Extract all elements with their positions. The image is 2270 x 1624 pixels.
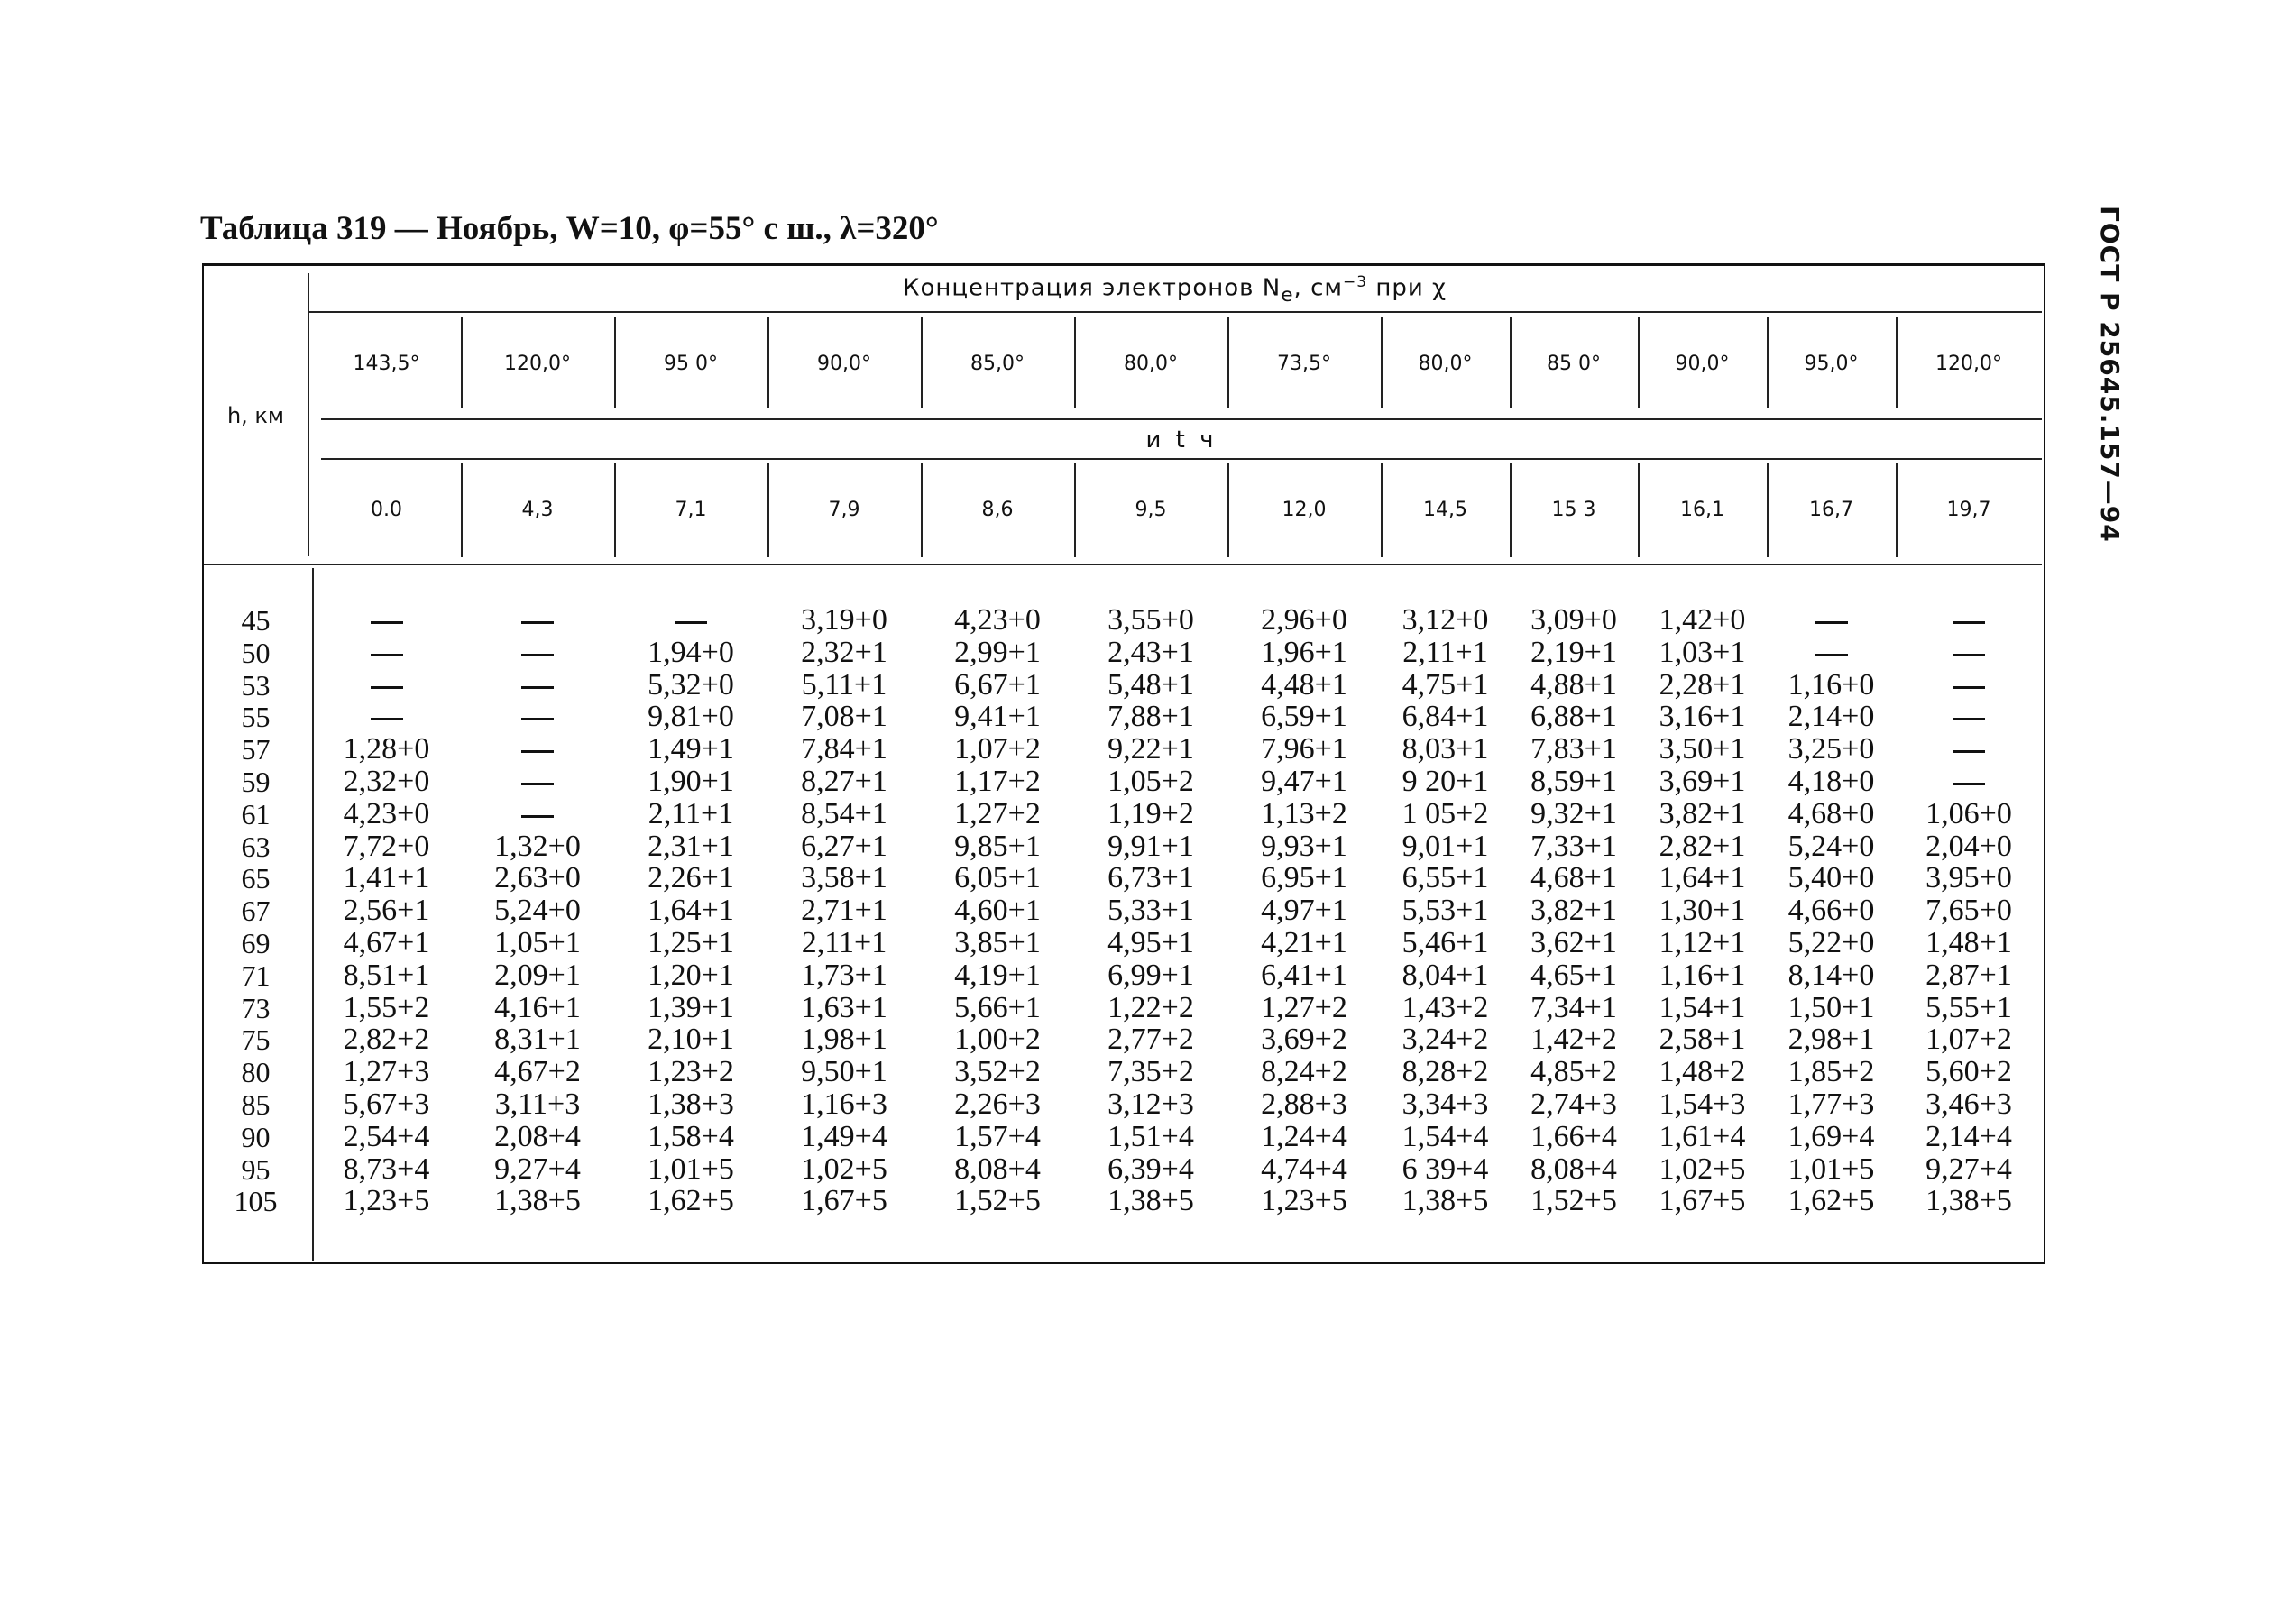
ne-exponent: −3 xyxy=(1343,273,1368,291)
table-cell: 7,84+1 xyxy=(801,732,887,766)
table-cell: 3,55+0 xyxy=(1107,603,1194,637)
empty-cell-dash xyxy=(1953,654,1985,656)
table-cell: 1,77+3 xyxy=(1788,1087,1875,1121)
table-cell: 4,23+0 xyxy=(954,603,1041,637)
table-cell: 2,26+1 xyxy=(648,861,734,895)
table-cell: 2,82+1 xyxy=(1659,829,1746,863)
table-cell: 1,48+1 xyxy=(1925,926,2012,959)
empty-cell-dash xyxy=(521,750,554,753)
ne-suffix: при χ xyxy=(1367,274,1447,302)
local-time-value: 4,3 xyxy=(521,499,554,521)
table-cell: 4,95+1 xyxy=(1107,926,1194,959)
height-value: 105 xyxy=(234,1185,278,1218)
height-value: 80 xyxy=(241,1056,271,1089)
table-cell: 1,62+5 xyxy=(1788,1184,1875,1218)
table-cell: 4,75+1 xyxy=(1402,667,1489,702)
table-cell: 1,90+1 xyxy=(648,765,734,798)
table-cell: 1,64+1 xyxy=(648,894,734,928)
table-cell: 8,73+4 xyxy=(343,1151,430,1186)
table-cell: 1,98+1 xyxy=(801,1023,887,1057)
table-cell: 1,16+3 xyxy=(801,1087,887,1121)
table-cell: 3,34+3 xyxy=(1402,1087,1489,1121)
table-cell: 2,11+1 xyxy=(648,796,734,830)
table-cell: 4,21+1 xyxy=(1261,926,1347,959)
table-cell: 7,34+1 xyxy=(1530,990,1617,1024)
table-cell: 1,27+2 xyxy=(1261,990,1347,1024)
table-cell: 1,41+1 xyxy=(343,861,430,895)
table-cell: 3,12+0 xyxy=(1402,603,1489,637)
height-value: 55 xyxy=(241,701,271,734)
table-cell: 1,42+0 xyxy=(1659,603,1746,637)
table-cell: 8,14+0 xyxy=(1788,958,1875,992)
table-cell: 1,38+5 xyxy=(1107,1184,1194,1218)
height-value: 85 xyxy=(241,1088,271,1121)
table-cell: 3,58+1 xyxy=(801,861,887,895)
table-cell: 9,91+1 xyxy=(1107,829,1194,863)
table-cell: 8,59+1 xyxy=(1530,765,1617,798)
table-cell: 1,94+0 xyxy=(648,635,734,669)
table-cell: 5,24+0 xyxy=(1788,829,1875,863)
table-cell: 5,33+1 xyxy=(1107,894,1194,928)
table-cell: 6,55+1 xyxy=(1402,861,1489,895)
table-cell: 1,02+5 xyxy=(801,1151,887,1186)
table-cell: 6,59+1 xyxy=(1261,700,1347,734)
table-cell: 1,38+3 xyxy=(648,1087,734,1121)
t-header-underline xyxy=(321,458,2042,460)
table-cell: 7,96+1 xyxy=(1261,732,1347,766)
table-cell: 2,77+2 xyxy=(1107,1023,1194,1057)
table-cell: 1,25+1 xyxy=(648,926,734,959)
table-cell: 1,27+3 xyxy=(343,1055,430,1089)
height-value: 95 xyxy=(241,1152,271,1186)
data-table xyxy=(202,263,2045,1264)
table-cell: 3,16+1 xyxy=(1659,700,1746,734)
table-cell: 6,41+1 xyxy=(1261,958,1347,992)
height-value: 59 xyxy=(241,766,271,798)
table-cell: 9,47+1 xyxy=(1261,765,1347,798)
table-cell: 1,23+5 xyxy=(343,1184,430,1218)
table-cell: 3,69+1 xyxy=(1659,765,1746,798)
table-cell: 1,13+2 xyxy=(1261,796,1347,830)
local-time-value: 19,7 xyxy=(1946,499,1991,521)
table-cell: 2,63+0 xyxy=(494,861,581,895)
table-cell: 1,69+4 xyxy=(1788,1119,1875,1153)
table-cell: 1,05+1 xyxy=(494,926,581,959)
table-cell: 2,31+1 xyxy=(648,829,734,863)
table-cell: 3,09+0 xyxy=(1530,603,1617,637)
table-cell: 1,57+4 xyxy=(954,1119,1041,1153)
ne-units: , см xyxy=(1293,274,1343,302)
local-time-header: и t ч xyxy=(1145,427,1218,454)
table-cell: 6,39+4 xyxy=(1107,1151,1194,1186)
height-value: 61 xyxy=(241,797,271,830)
document-code: ГОСТ Р 25645.157—94 xyxy=(2095,206,2125,543)
table-cell: 1,58+4 xyxy=(648,1119,734,1153)
height-value: 65 xyxy=(241,862,271,895)
table-cell: 1,85+2 xyxy=(1788,1055,1875,1089)
local-time-value: 12,0 xyxy=(1282,499,1327,521)
empty-cell-dash xyxy=(1953,621,1985,624)
table-cell: 4,18+0 xyxy=(1788,765,1875,798)
table-cell: 1,30+1 xyxy=(1659,894,1746,928)
table-cell: 3,52+2 xyxy=(954,1055,1041,1089)
table-cell: 2,74+3 xyxy=(1530,1087,1617,1121)
table-cell: 1,49+4 xyxy=(801,1119,887,1153)
table-cell: 3,24+2 xyxy=(1402,1023,1489,1057)
table-cell: 5,66+1 xyxy=(954,990,1041,1024)
table-cell: 2,11+1 xyxy=(1402,635,1488,669)
table-cell: 4,65+1 xyxy=(1530,958,1617,992)
table-cell: 8,08+4 xyxy=(1530,1151,1617,1186)
table-cell: 5,32+0 xyxy=(648,667,734,702)
table-cell: 4,68+1 xyxy=(1530,861,1617,895)
table-cell: 9,27+4 xyxy=(494,1151,581,1186)
table-cell: 6,05+1 xyxy=(954,861,1041,895)
empty-cell-dash xyxy=(1815,621,1848,624)
table-cell: 1,73+1 xyxy=(801,958,887,992)
table-cell: 1,23+2 xyxy=(648,1055,734,1089)
height-value: 73 xyxy=(241,991,271,1024)
table-cell: 7,08+1 xyxy=(801,700,887,734)
table-cell: 6 39+4 xyxy=(1402,1151,1489,1186)
table-cell: 4,19+1 xyxy=(954,958,1041,992)
table-cell: 4,97+1 xyxy=(1261,894,1347,928)
table-cell: 1,55+2 xyxy=(343,990,430,1024)
electron-concentration-header xyxy=(308,273,2042,307)
table-cell: 5,48+1 xyxy=(1107,667,1194,702)
solar-zenith-angle: 120,0° xyxy=(1935,353,2002,375)
table-cell: 1,51+4 xyxy=(1107,1119,1194,1153)
table-cell: 1,64+1 xyxy=(1659,861,1746,895)
local-time-value: 7,9 xyxy=(828,499,860,521)
table-cell: 6,84+1 xyxy=(1402,700,1489,734)
local-time-value: 16,1 xyxy=(1680,499,1724,521)
table-cell: 1,19+2 xyxy=(1107,796,1194,830)
height-value: 50 xyxy=(241,636,271,669)
height-value: 69 xyxy=(241,927,271,959)
empty-cell-dash xyxy=(1953,718,1985,720)
table-cell: 1,01+5 xyxy=(1788,1151,1875,1186)
table-cell: 4,67+2 xyxy=(494,1055,581,1089)
solar-zenith-angle: 95,0° xyxy=(1804,353,1859,375)
height-value: 63 xyxy=(241,830,271,863)
table-cell: 6,27+1 xyxy=(801,829,887,863)
height-value: 67 xyxy=(241,895,271,928)
table-cell: 3,95+0 xyxy=(1925,861,2012,895)
table-cell: 1,96+1 xyxy=(1261,635,1347,669)
table-cell: 3,82+1 xyxy=(1659,796,1746,830)
height-value: 71 xyxy=(241,959,271,992)
table-cell: 8,08+4 xyxy=(954,1151,1041,1186)
table-cell: 8,04+1 xyxy=(1402,958,1489,992)
table-cell: 6,99+1 xyxy=(1107,958,1194,992)
table-cell: 1,52+5 xyxy=(1530,1184,1617,1218)
table-cell: 1,20+1 xyxy=(648,958,734,992)
empty-cell-dash xyxy=(521,815,554,818)
table-cell: 1,07+2 xyxy=(954,732,1041,766)
table-cell: 2,10+1 xyxy=(648,1023,734,1057)
local-time-value: 16,7 xyxy=(1809,499,1853,521)
table-cell: 1,54+4 xyxy=(1402,1119,1489,1153)
table-cell: 1,63+1 xyxy=(801,990,887,1024)
table-cell: 4,68+0 xyxy=(1788,796,1875,830)
table-cell: 1,38+5 xyxy=(494,1184,581,1218)
table-cell: 7,33+1 xyxy=(1530,829,1617,863)
table-cell: 1,01+5 xyxy=(648,1151,734,1186)
local-time-value: 7,1 xyxy=(675,499,707,521)
table-cell: 2,32+1 xyxy=(801,635,887,669)
table-cell: 2,82+2 xyxy=(343,1023,430,1057)
table-cell: 2,19+1 xyxy=(1530,635,1617,669)
table-cell: 9,27+4 xyxy=(1925,1151,2012,1186)
table-cell: 8,27+1 xyxy=(801,765,887,798)
solar-zenith-angle: 90,0° xyxy=(817,353,871,375)
table-cell: 2,99+1 xyxy=(954,635,1041,669)
table-cell: 1,16+0 xyxy=(1788,667,1875,702)
table-cell: 3,50+1 xyxy=(1659,732,1746,766)
table-cell: 3,11+3 xyxy=(494,1087,581,1121)
table-cell: 2,26+3 xyxy=(954,1087,1041,1121)
table-cell: 1,22+2 xyxy=(1107,990,1194,1024)
table-cell: 2,04+0 xyxy=(1925,829,2012,863)
table-cell: 6,95+1 xyxy=(1261,861,1347,895)
table-cell: 7,88+1 xyxy=(1107,700,1194,734)
table-cell: 1,38+5 xyxy=(1402,1184,1489,1218)
solar-zenith-angle: 73,5° xyxy=(1277,353,1331,375)
table-cell: 6,67+1 xyxy=(954,667,1041,702)
table-cell: 5,53+1 xyxy=(1402,894,1489,928)
table-cell: 2,08+4 xyxy=(494,1119,581,1153)
table-cell: 7,35+2 xyxy=(1107,1055,1194,1089)
empty-cell-dash xyxy=(1953,783,1985,785)
table-cell: 1,12+1 xyxy=(1659,926,1746,959)
table-cell: 7,72+0 xyxy=(343,829,430,863)
table-cell: 1,07+2 xyxy=(1925,1023,2012,1057)
empty-cell-dash xyxy=(521,621,554,624)
table-cell: 3,82+1 xyxy=(1530,894,1617,928)
table-cell: 3,85+1 xyxy=(954,926,1041,959)
table-cell: 3,19+0 xyxy=(801,603,887,637)
ne-label: Концентрация электронов N xyxy=(902,274,1282,302)
table-cell: 2,58+1 xyxy=(1659,1023,1746,1057)
table-cell: 1,27+2 xyxy=(954,796,1041,830)
table-cell: 8,54+1 xyxy=(801,796,887,830)
table-cell: 1,66+4 xyxy=(1530,1119,1617,1153)
table-cell: 1,17+2 xyxy=(954,765,1041,798)
table-cell: 1,03+1 xyxy=(1659,635,1746,669)
table-cell: 2,14+4 xyxy=(1925,1119,2012,1153)
table-cell: 2,28+1 xyxy=(1659,667,1746,702)
table-cell: 3,69+2 xyxy=(1261,1023,1347,1057)
local-time-value: 14,5 xyxy=(1423,499,1467,521)
table-cell: 1,48+2 xyxy=(1659,1055,1746,1089)
solar-zenith-angle: 120,0° xyxy=(504,353,571,375)
table-cell: 1,38+5 xyxy=(1925,1184,2012,1218)
table-cell: 1,54+1 xyxy=(1659,990,1746,1024)
table-cell: 1,49+1 xyxy=(648,732,734,766)
empty-cell-dash xyxy=(521,783,554,785)
table-cell: 7,65+0 xyxy=(1925,894,2012,928)
table-cell: 9,81+0 xyxy=(648,700,734,734)
empty-cell-dash xyxy=(521,654,554,656)
table-cell: 4,67+1 xyxy=(343,926,430,959)
table-cell: 1,05+2 xyxy=(1107,765,1194,798)
table-cell: 4,23+0 xyxy=(343,796,430,830)
empty-cell-dash xyxy=(675,621,707,624)
empty-cell-dash xyxy=(371,621,403,624)
table-cell: 8,31+1 xyxy=(494,1023,581,1057)
solar-zenith-angle: 85 0° xyxy=(1547,353,1601,375)
height-value: 53 xyxy=(241,668,271,702)
table-cell: 5,55+1 xyxy=(1925,990,2012,1024)
table-cell: 2,11+1 xyxy=(801,926,887,959)
table-cell: 5,67+3 xyxy=(343,1087,430,1121)
solar-zenith-angle: 143,5° xyxy=(353,353,420,375)
table-cell: 1,67+5 xyxy=(801,1184,887,1218)
ne-header-underline xyxy=(308,311,2042,313)
table-cell: 2,96+0 xyxy=(1261,603,1347,637)
table-cell: 1,28+0 xyxy=(343,732,430,766)
empty-cell-dash xyxy=(521,718,554,720)
table-cell: 5,40+0 xyxy=(1788,861,1875,895)
table-cell: 5,24+0 xyxy=(494,894,581,928)
table-cell: 3,12+3 xyxy=(1107,1087,1194,1121)
table-cell: 1,50+1 xyxy=(1788,990,1875,1024)
table-cell: 1,02+5 xyxy=(1659,1151,1746,1186)
table-cell: 2,71+1 xyxy=(801,894,887,928)
table-cell: 4,16+1 xyxy=(494,990,581,1024)
empty-cell-dash xyxy=(371,686,403,689)
table-cell: 8,28+2 xyxy=(1402,1055,1489,1089)
table-cell: 1,39+1 xyxy=(648,990,734,1024)
chi-row-underline xyxy=(321,418,2042,420)
table-cell: 4,85+2 xyxy=(1530,1055,1617,1089)
table-cell: 4,66+0 xyxy=(1788,894,1875,928)
table-cell: 2,88+3 xyxy=(1261,1087,1347,1121)
empty-cell-dash xyxy=(1953,686,1985,689)
table-cell: 2,56+1 xyxy=(343,894,430,928)
table-cell: 4,74+4 xyxy=(1261,1151,1347,1186)
table-cell: 1,23+5 xyxy=(1261,1184,1347,1218)
table-cell: 1,62+5 xyxy=(648,1184,734,1218)
local-time-value: 15 3 xyxy=(1551,499,1596,521)
table-cell: 4,48+1 xyxy=(1261,667,1347,702)
table-cell: 4,60+1 xyxy=(954,894,1041,928)
table-cell: 2,98+1 xyxy=(1788,1023,1875,1057)
table-cell: 1,24+4 xyxy=(1261,1119,1347,1153)
table-cell: 9,22+1 xyxy=(1107,732,1194,766)
table-cell: 1,42+2 xyxy=(1530,1023,1617,1057)
table-cell: 1,54+3 xyxy=(1659,1087,1746,1121)
table-cell: 8,03+1 xyxy=(1402,732,1489,766)
table-cell: 9,01+1 xyxy=(1402,829,1489,863)
table-cell: 1 05+2 xyxy=(1402,796,1489,830)
table-title: Таблица 319 — Ноябрь, W=10, φ=55° с ш., λ=320° xyxy=(200,210,939,247)
table-cell: 8,51+1 xyxy=(343,958,430,992)
ne-subscript: e xyxy=(1281,283,1294,307)
table-cell: 1,52+5 xyxy=(954,1184,1041,1218)
height-value: 57 xyxy=(241,733,271,766)
table-cell: 9,50+1 xyxy=(801,1055,887,1089)
solar-zenith-angle: 80,0° xyxy=(1418,353,1473,375)
empty-cell-dash xyxy=(1953,750,1985,753)
h-column-divider xyxy=(308,273,309,556)
table-cell: 3,46+3 xyxy=(1925,1087,2012,1121)
table-cell: 2,87+1 xyxy=(1925,958,2012,992)
table-cell: 7,83+1 xyxy=(1530,732,1617,766)
table-cell: 5,11+1 xyxy=(801,667,887,702)
height-value: 90 xyxy=(241,1120,271,1153)
empty-cell-dash xyxy=(371,654,403,656)
table-cell: 5,22+0 xyxy=(1788,926,1875,959)
empty-cell-dash xyxy=(371,718,403,720)
table-cell: 2,43+1 xyxy=(1107,635,1194,669)
table-cell: 1,67+5 xyxy=(1659,1184,1746,1218)
table-cell: 5,46+1 xyxy=(1402,926,1489,959)
solar-zenith-angle: 80,0° xyxy=(1124,353,1178,375)
table-cell: 6,88+1 xyxy=(1530,700,1617,734)
table-cell: 6,73+1 xyxy=(1107,861,1194,895)
height-values-column xyxy=(204,266,308,1258)
empty-cell-dash xyxy=(521,686,554,689)
table-cell: 5,60+2 xyxy=(1925,1055,2012,1089)
table-cell: 9,41+1 xyxy=(954,700,1041,734)
table-cell: 1,06+0 xyxy=(1925,796,2012,830)
table-cell: 9,32+1 xyxy=(1530,796,1617,830)
empty-cell-dash xyxy=(1815,654,1848,656)
table-cell: 3,25+0 xyxy=(1788,732,1875,766)
table-cell: 2,09+1 xyxy=(494,958,581,992)
local-time-value: 0.0 xyxy=(371,499,402,521)
height-value: 75 xyxy=(241,1023,271,1057)
table-cell: 2,32+0 xyxy=(343,765,430,798)
table-cell: 2,14+0 xyxy=(1788,700,1875,734)
table-cell: 4,88+1 xyxy=(1530,667,1617,702)
height-value: 45 xyxy=(241,604,271,637)
table-cell: 1,16+1 xyxy=(1659,958,1746,992)
table-cell: 9,85+1 xyxy=(954,829,1041,863)
table-cell: 1,32+0 xyxy=(494,829,581,863)
solar-zenith-angle: 90,0° xyxy=(1675,353,1730,375)
table-cell: 9,93+1 xyxy=(1261,829,1347,863)
solar-zenith-angle: 95 0° xyxy=(664,353,718,375)
height-column-header: h, км xyxy=(226,403,285,428)
table-cell: 1,00+2 xyxy=(954,1023,1041,1057)
local-time-value: 8,6 xyxy=(981,499,1014,521)
table-cell: 3,62+1 xyxy=(1530,926,1617,959)
table-cell: 9 20+1 xyxy=(1402,765,1489,798)
table-cell: 1,43+2 xyxy=(1402,990,1489,1024)
solar-zenith-angle: 85,0° xyxy=(970,353,1025,375)
local-time-value: 9,5 xyxy=(1135,499,1167,521)
table-cell: 1,61+4 xyxy=(1659,1119,1746,1153)
table-cell: 8,24+2 xyxy=(1261,1055,1347,1089)
header-bottom-rule xyxy=(204,564,2042,565)
table-cell: 2,54+4 xyxy=(343,1119,430,1153)
